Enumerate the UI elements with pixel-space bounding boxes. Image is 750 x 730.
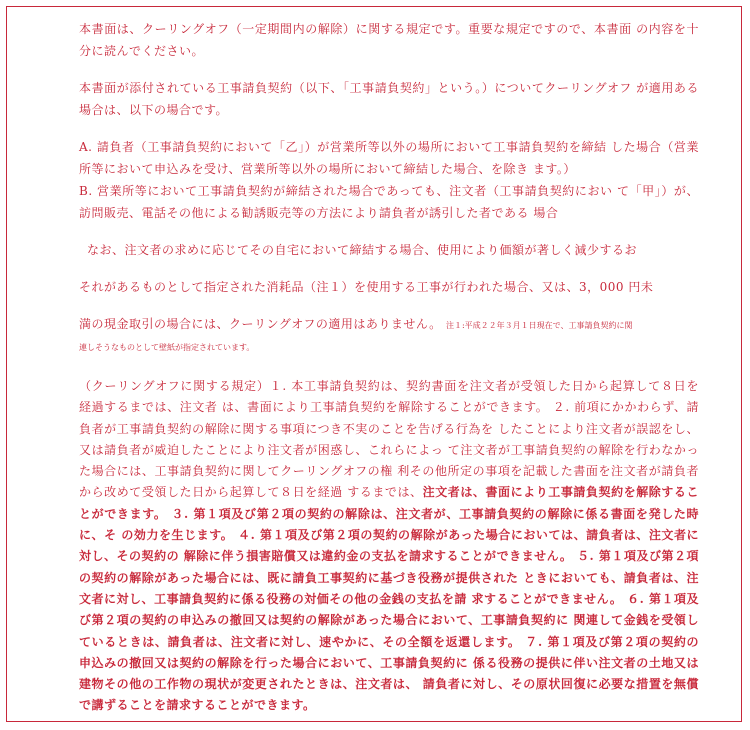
exception-line-2: それがあるものとして指定された消耗品（注１）を使用する工事が行われた場合、又は、3，000 円未 [79,280,654,294]
exception-line-1: なお、注文者の求めに応じてその自宅において締結する場合、使用により価額が著しく減少するお [87,243,638,257]
exception-line-3-with-footnote [79,313,699,337]
footnote-part-2: 連しそうなものとして壁紙が指定されています。 [79,343,255,352]
footnote-part-1: 注１:平成２２年３月１日現在で、工事請負契約に関 [445,321,633,330]
exception-line-3: 満の現金取引の場合には、クーリングオフの適用はありません。 [79,317,442,331]
rules-bold: 注文者は、書面により工事請負契約を解除することができます。 ３. 第１項及び第２項の契約の解除は、注文者が、工事請負契約の解除に係る書面を発した時に、そ の効力を生じます。 ４. 第１項及び第２項の契約の解除があった場合においては、請負者は、注文者に対し、その契約の 解除に伴う損害賠償又は違約金の支払を請求することができません。 ５. 第１項及び第２項の契約の解除があった場合には、既に請負工事契約に基づき役務が提供された ときにおいても、請負者は、注文者に対し、工事請負契約に係る役務の対価その他の金銭の支払を請 求することができません。 ６. 第１項及び第２項の契約の申込みの撤回又は契約の解除があった場合において、工事請負契約に 関連して金銭を受領しているときは、請負者は、注文者に対し、速やかに、その全額を返還します。 ７. 第１項及び第２項の契約の申込みの撤回又は契約の解除を行った場合において、工事請負契約に 係る役務の提供に伴い注文者の土地又は建物その他の工作物の現状が変更されたときは、注文者は、 請負者に対し、その原状回復に必要な措置を無償で講ずることを請求することができます。 [79,485,699,713]
cooling-off-notice [79,18,699,717]
cooling-off-rules [79,376,699,717]
scope-paragraph: 本書面が添付されている工事請負契約（以下、「工事請負契約」という。）についてクーリングオフ が適用ある場合は、以下の場合です。 [79,81,699,117]
case-b-paragraph: B. 営業所等において工事請負契約が締結された場合であっても、注文者（工事請負契約におい て「甲」）が、訪問販売、電話その他による勧誘販売等の方法により請負者が誘引した者である 場合 [79,184,699,220]
intro-paragraph: 本書面は、クーリングオフ（一定期間内の解除）に関する規定です。重要な規定ですので、本書面 の内容を十分に読んでください。 [79,22,699,58]
rules-regular: （クーリングオフに関する規定）１. 本工事請負契約は、契約書面を注文者が受領した日から起算して８日を経過するまでは、注文者 は、書面により工事請負契約を解除することができます。 ２. 前項にかかわらず、請負者が工事請負契約の解除に関する事項につき不実のことを告げる行為を したことにより注文者が誤認をし、又は請負者が威迫したことにより注文者が困惑し、これらによっ て注文者が工事請負契約の解除を行わなかった場合には、工事請負契約に関してクーリングオフの権 利その他所定の事項を記載した書面を注文者が請負者から改めて受領した日から起算して８日を経過 するまでは、 [79,379,699,500]
case-a-paragraph: A. 請負者（工事請負契約において「乙」）が営業所等以外の場所において工事請負契約を締結 した場合（営業所等において申込みを受け、営業所等以外の場所において締結した場合、を除き ます。） [79,140,699,176]
notice-frame [6,6,742,722]
